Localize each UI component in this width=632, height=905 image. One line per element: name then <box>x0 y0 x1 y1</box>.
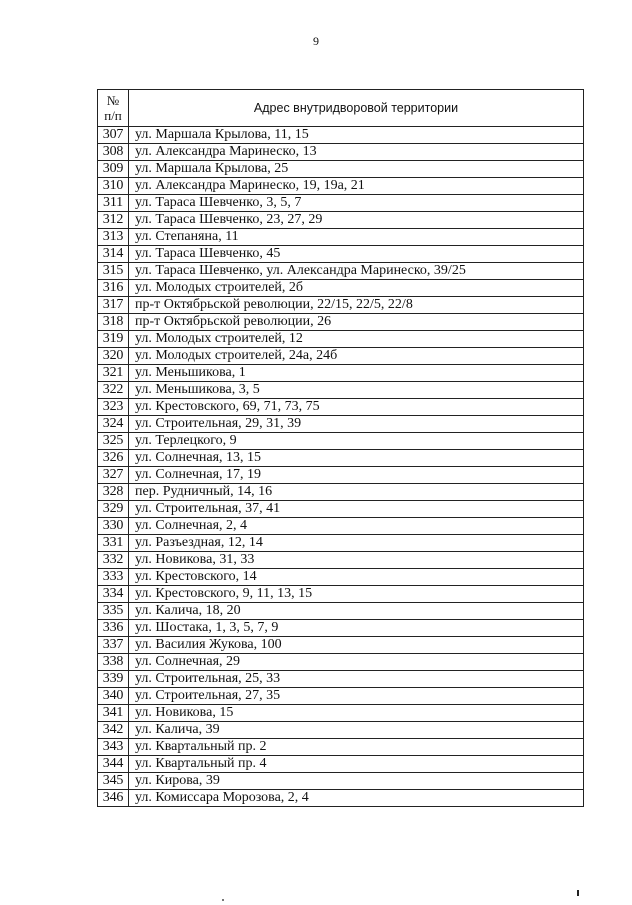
row-number: 338 <box>98 654 129 671</box>
table-row <box>98 705 584 722</box>
table-row <box>98 603 584 620</box>
row-number: 310 <box>98 178 129 195</box>
row-number: 308 <box>98 144 129 161</box>
row-number: 311 <box>98 195 129 212</box>
table-row <box>98 773 584 790</box>
row-address: ул. Александра Маринеско, 13 <box>129 144 584 161</box>
table-row <box>98 501 584 518</box>
row-address: ул. Маршала Крылова, 25 <box>129 161 584 178</box>
row-address: ул. Солнечная, 13, 15 <box>129 450 584 467</box>
row-address: ул. Строительная, 37, 41 <box>129 501 584 518</box>
row-number: 323 <box>98 399 129 416</box>
page-number: 9 <box>313 34 319 48</box>
table-row <box>98 297 584 314</box>
table-row <box>98 688 584 705</box>
row-number: 342 <box>98 722 129 739</box>
row-address: ул. Строительная, 29, 31, 39 <box>129 416 584 433</box>
table-row <box>98 552 584 569</box>
row-number: 334 <box>98 586 129 603</box>
row-address: ул. Молодых строителей, 12 <box>129 331 584 348</box>
row-address: ул. Солнечная, 29 <box>129 654 584 671</box>
row-number: 320 <box>98 348 129 365</box>
table-row <box>98 246 584 263</box>
row-number: 315 <box>98 263 129 280</box>
header-address: Адрес внутридворовой территории <box>129 90 584 127</box>
row-address: ул. Крестовского, 14 <box>129 569 584 586</box>
row-number: 346 <box>98 790 129 807</box>
row-number: 330 <box>98 518 129 535</box>
row-number: 307 <box>98 127 129 144</box>
table-row <box>98 569 584 586</box>
table-row <box>98 178 584 195</box>
row-number: 319 <box>98 331 129 348</box>
table-row <box>98 671 584 688</box>
table-row <box>98 467 584 484</box>
table-row <box>98 144 584 161</box>
table-row <box>98 416 584 433</box>
row-address: ул. Разъездная, 12, 14 <box>129 535 584 552</box>
row-address: ул. Калича, 18, 20 <box>129 603 584 620</box>
row-address: ул. Крестовского, 9, 11, 13, 15 <box>129 586 584 603</box>
table-row <box>98 399 584 416</box>
row-number: 343 <box>98 739 129 756</box>
table-row <box>98 654 584 671</box>
row-number: 335 <box>98 603 129 620</box>
row-address: ул. Солнечная, 17, 19 <box>129 467 584 484</box>
row-address: ул. Солнечная, 2, 4 <box>129 518 584 535</box>
row-address: ул. Калича, 39 <box>129 722 584 739</box>
row-address: пр-т Октябрьской революции, 26 <box>129 314 584 331</box>
row-number: 341 <box>98 705 129 722</box>
row-number: 313 <box>98 229 129 246</box>
header-row <box>98 90 584 127</box>
table-row <box>98 195 584 212</box>
table-row <box>98 535 584 552</box>
row-number: 317 <box>98 297 129 314</box>
address-table <box>97 89 584 807</box>
row-address: ул. Меньшикова, 1 <box>129 365 584 382</box>
row-address: ул. Новикова, 31, 33 <box>129 552 584 569</box>
row-address: ул. Крестовского, 69, 71, 73, 75 <box>129 399 584 416</box>
table-row <box>98 127 584 144</box>
row-number: 318 <box>98 314 129 331</box>
row-address: ул. Василия Жукова, 100 <box>129 637 584 654</box>
table-row <box>98 739 584 756</box>
row-address: ул. Молодых строителей, 2б <box>129 280 584 297</box>
table-row <box>98 263 584 280</box>
table-row <box>98 212 584 229</box>
row-address: ул. Квартальный пр. 2 <box>129 739 584 756</box>
table-row <box>98 348 584 365</box>
row-number: 344 <box>98 756 129 773</box>
table-row <box>98 518 584 535</box>
table-row <box>98 365 584 382</box>
header-number-sign: № <box>106 93 120 108</box>
table-row <box>98 433 584 450</box>
table-row <box>98 620 584 637</box>
header-number-abbrev: п/п <box>104 108 122 123</box>
row-address: ул. Терлецкого, 9 <box>129 433 584 450</box>
row-number: 345 <box>98 773 129 790</box>
table-row <box>98 637 584 654</box>
row-address: ул. Строительная, 25, 33 <box>129 671 584 688</box>
row-number: 337 <box>98 637 129 654</box>
row-number: 332 <box>98 552 129 569</box>
row-number: 339 <box>98 671 129 688</box>
table-row <box>98 484 584 501</box>
table-row <box>98 382 584 399</box>
table-row <box>98 722 584 739</box>
row-number: 309 <box>98 161 129 178</box>
table-row <box>98 314 584 331</box>
row-address: ул. Молодых строителей, 24а, 24б <box>129 348 584 365</box>
scan-mark <box>222 899 224 901</box>
row-address: ул. Александра Маринеско, 19, 19а, 21 <box>129 178 584 195</box>
table-row <box>98 450 584 467</box>
row-number: 327 <box>98 467 129 484</box>
header-number <box>98 90 129 127</box>
row-number: 325 <box>98 433 129 450</box>
table-row <box>98 790 584 807</box>
row-number: 312 <box>98 212 129 229</box>
row-number: 340 <box>98 688 129 705</box>
row-number: 326 <box>98 450 129 467</box>
table-row <box>98 331 584 348</box>
table-body <box>98 127 584 807</box>
table-header <box>98 90 584 127</box>
row-number: 316 <box>98 280 129 297</box>
table-row <box>98 756 584 773</box>
row-address: ул. Тараса Шевченко, 45 <box>129 246 584 263</box>
table-row <box>98 586 584 603</box>
row-number: 322 <box>98 382 129 399</box>
row-number: 329 <box>98 501 129 518</box>
row-number: 328 <box>98 484 129 501</box>
row-address: ул. Шостака, 1, 3, 5, 7, 9 <box>129 620 584 637</box>
row-address: ул. Новикова, 15 <box>129 705 584 722</box>
row-number: 321 <box>98 365 129 382</box>
row-address: ул. Степаняна, 11 <box>129 229 584 246</box>
row-number: 333 <box>98 569 129 586</box>
table-row <box>98 229 584 246</box>
row-address: ул. Тараса Шевченко, 3, 5, 7 <box>129 195 584 212</box>
row-address: ул. Тараса Шевченко, 23, 27, 29 <box>129 212 584 229</box>
row-address: ул. Маршала Крылова, 11, 15 <box>129 127 584 144</box>
scan-mark <box>577 890 579 896</box>
row-address: ул. Квартальный пр. 4 <box>129 756 584 773</box>
row-address: пр-т Октябрьской революции, 22/15, 22/5, 22/8 <box>129 297 584 314</box>
row-number: 331 <box>98 535 129 552</box>
row-number: 324 <box>98 416 129 433</box>
table-row <box>98 280 584 297</box>
row-address: ул. Строительная, 27, 35 <box>129 688 584 705</box>
row-address: ул. Тараса Шевченко, ул. Александра Маринеско, 39/25 <box>129 263 584 280</box>
row-address: пер. Рудничный, 14, 16 <box>129 484 584 501</box>
row-number: 314 <box>98 246 129 263</box>
row-address: ул. Кирова, 39 <box>129 773 584 790</box>
row-number: 336 <box>98 620 129 637</box>
row-address: ул. Меньшикова, 3, 5 <box>129 382 584 399</box>
row-address: ул. Комиссара Морозова, 2, 4 <box>129 790 584 807</box>
table-row <box>98 161 584 178</box>
